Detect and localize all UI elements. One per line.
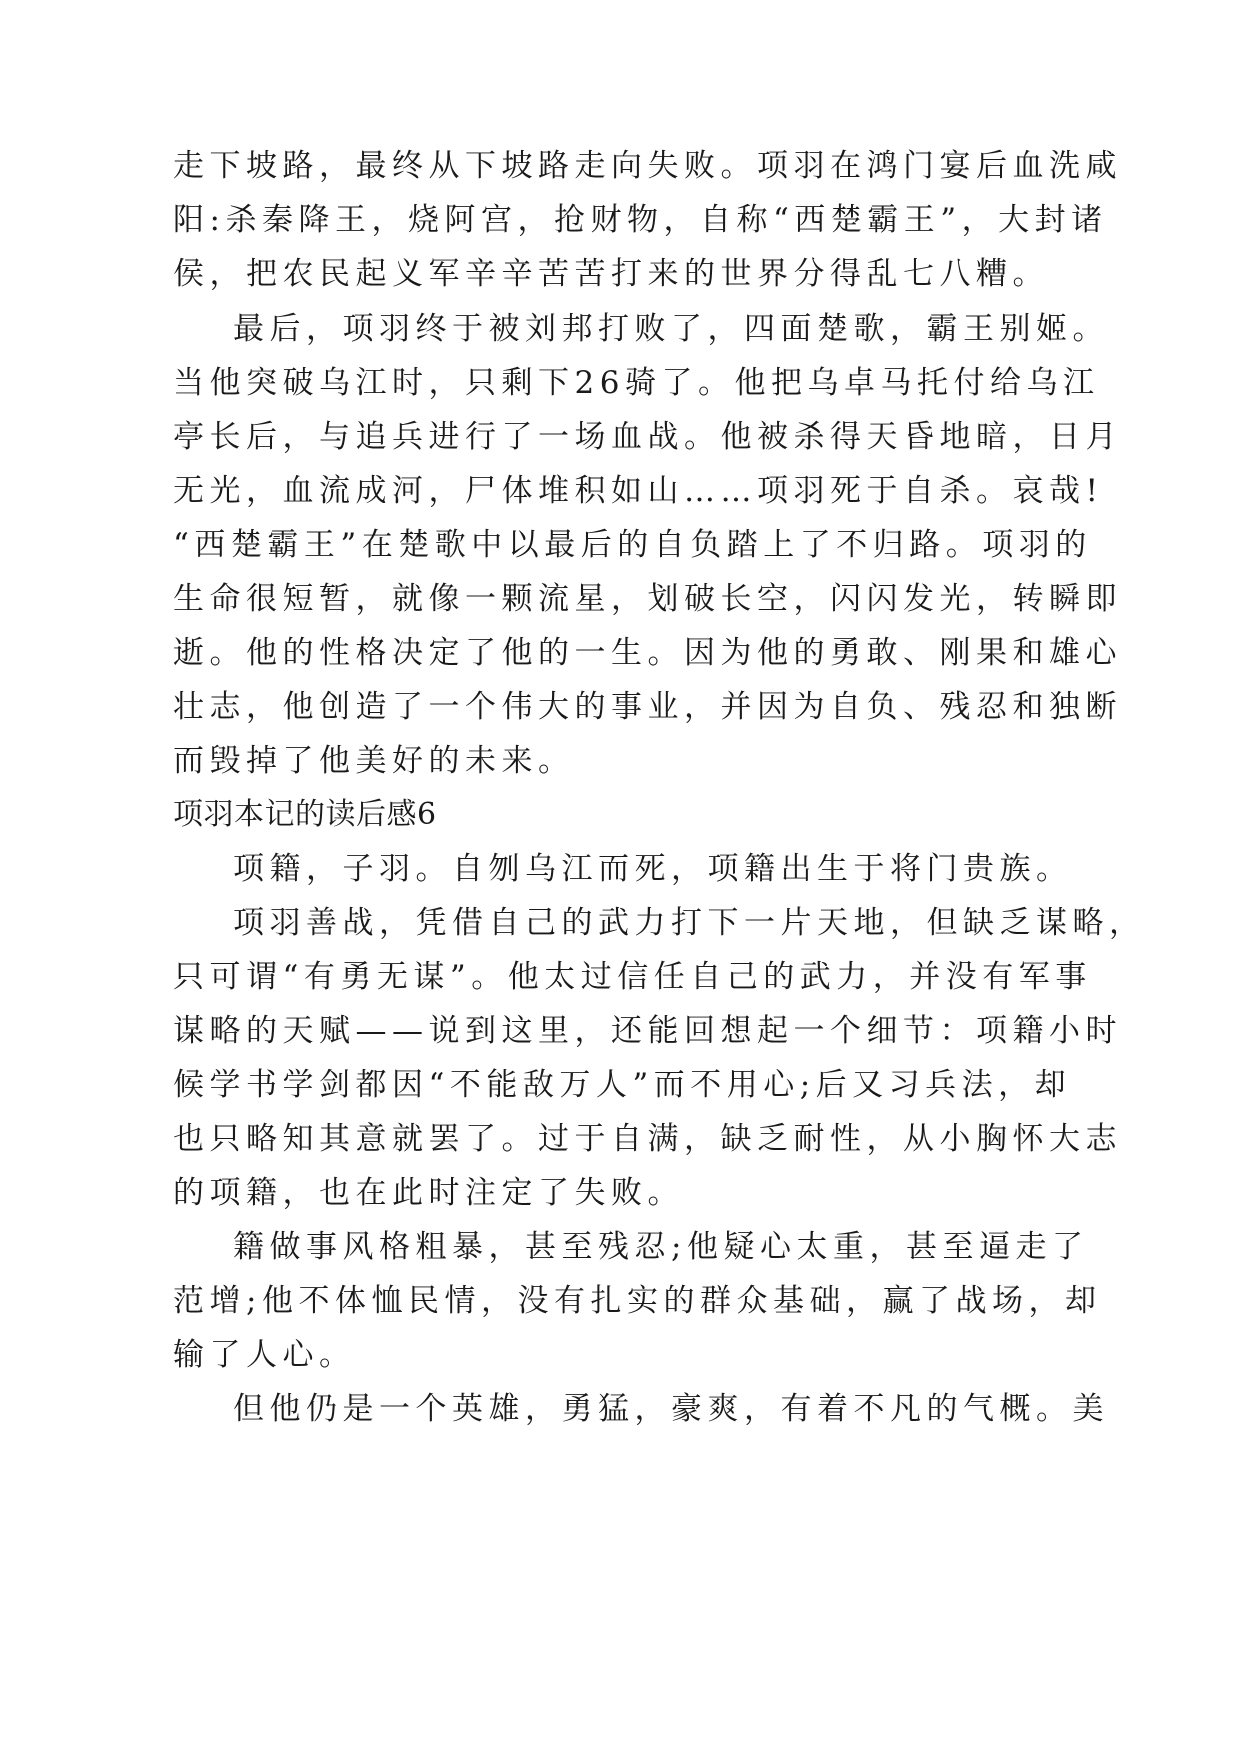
body-line: 阳:杀秦降王，烧阿宫，抢财物，自称“西楚霸王”，大封诸: [173, 202, 1108, 238]
body-line: 逝。他的性格决定了他的一生。因为他的勇敢、刚果和雄心: [173, 635, 1122, 671]
body-line: 亭长后，与追兵进行了一场血战。他被杀得天昏地暗，日月: [173, 419, 1122, 455]
body-line: 无光，血流成河，尸体堆积如山……项羽死于自杀。哀哉!: [173, 473, 1104, 509]
body-line: 侯，把农民起义军辛辛苦苦打来的世界分得乱七八糟。: [173, 256, 1049, 292]
body-line: 谋略的天赋——说到这里，还能回想起一个细节：项籍小时: [173, 1013, 1122, 1049]
section-heading: 项羽本记的读后感6: [173, 797, 437, 832]
body-line: 生命很短暂，就像一颗流星，划破长空，闪闪发光，转瞬即: [173, 581, 1122, 617]
paragraph-start-line: 籍做事风格粗暴，甚至残忍;他疑心太重，甚至逼走了: [233, 1229, 1089, 1265]
body-line: 的项籍，也在此时注定了失败。: [173, 1175, 684, 1211]
body-line: 当他突破乌江时，只剩下26骑了。他把乌卓马托付给乌江: [173, 365, 1100, 401]
body-line: 输了人心。: [173, 1337, 356, 1373]
body-line: 也只略知其意就罢了。过于自满，缺乏耐性，从小胸怀大志: [173, 1121, 1122, 1157]
body-line: 走下坡路，最终从下坡路走向失败。项羽在鸿门宴后血洗咸: [173, 148, 1122, 184]
body-line: 只可谓“有勇无谋”。他太过信任自己的武力，并没有军事: [173, 959, 1092, 995]
body-line: 而毁掉了他美好的未来。: [173, 743, 575, 779]
body-line: “西楚霸王”在楚歌中以最后的自负踏上了不归路。项羽的: [173, 527, 1092, 563]
body-line: 范增;他不体恤民情，没有扎实的群众基础，赢了战场，却: [173, 1283, 1102, 1319]
paragraph-start-line: 项羽善战，凭借自己的武力打下一片天地，但缺乏谋略，: [233, 905, 1146, 941]
body-line: 候学书学剑都因“不能敌万人”而不用心;后又习兵法，却: [173, 1067, 1072, 1103]
paragraph-start-line: 项籍，子羽。自刎乌江而死，项籍出生于将门贵族。: [233, 851, 1073, 887]
paragraph-start-line: 最后，项羽终于被刘邦打败了，四面楚歌，霸王别姬。: [233, 311, 1109, 347]
paragraph-start-line: 但他仍是一个英雄，勇猛，豪爽，有着不凡的气概。美: [233, 1391, 1109, 1427]
body-line: 壮志，他创造了一个伟大的事业，并因为自负、残忍和独断: [173, 689, 1122, 725]
